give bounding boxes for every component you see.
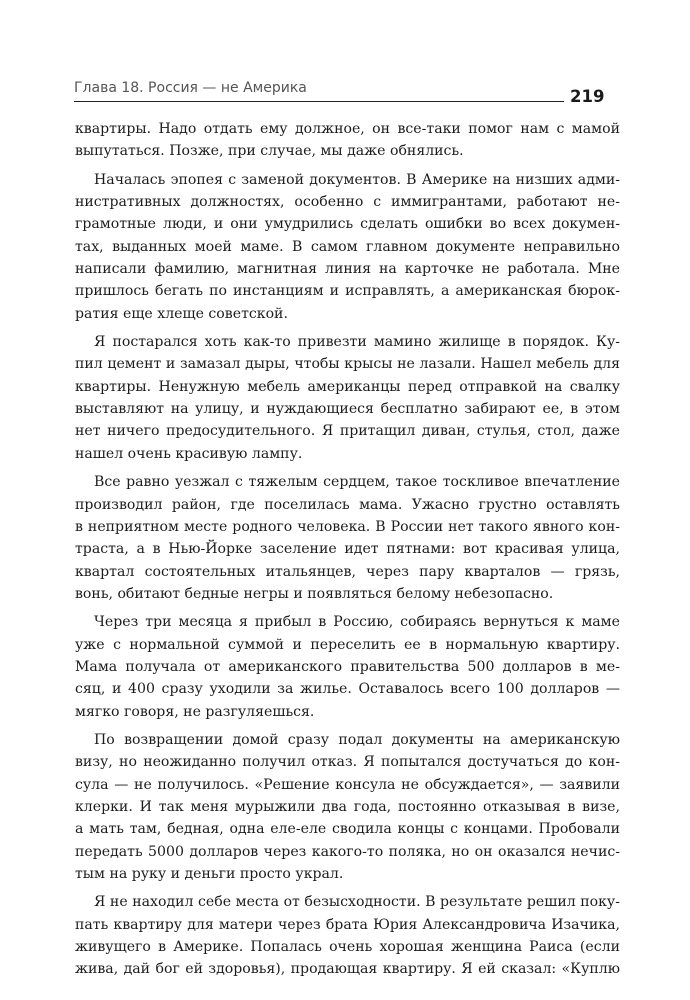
- text-line: тах, выданных моей маме. В самом главном документе неправильно: [75, 238, 620, 255]
- text-line: Я не находил себе места от безысходности. В результате решил поку-: [94, 894, 620, 911]
- text-line: Я постарался хоть как-то привезти мамино жилище в порядок. Ку-: [94, 334, 620, 351]
- page-number: 219: [570, 87, 605, 106]
- text-line: квартал состоятельных итальянцев, через пару кварталов — грязь,: [75, 563, 620, 580]
- text-line: сула — не получилось. «Решение консула не обсуждается», — заявили: [75, 776, 620, 793]
- text-line: живущего в Америке. Попалась очень хорошая женщина Раиса (если: [75, 939, 620, 956]
- text-line: мягко говоря, не разгуляешься.: [75, 703, 315, 720]
- text-line: передать 5000 долларов через какого-то поляка, но он оказался нечис-: [75, 843, 620, 860]
- text-line: сяц, и 400 сразу уходили за жилье. Оставалось всего 100 долларов —: [75, 681, 620, 698]
- running-header: [74, 77, 564, 102]
- text-line: клерки. И так меня мурыжили два года, постоянно отказывая в визе,: [75, 798, 620, 815]
- text-line: Мама получала от американского правительства 500 долларов в ме-: [75, 658, 620, 675]
- text-line: а мать там, бедная, одна еле-еле сводила концы с концами. Пробовали: [75, 821, 620, 838]
- text-line: ратия еще хлеще советской.: [75, 305, 288, 322]
- text-line: Все равно уезжал с тяжелым сердцем, такое тоскливое впечатление: [94, 474, 620, 491]
- text-line: нашел очень красивую лампу.: [75, 445, 303, 462]
- text-line: пать квартиру для матери через брата Юрия Александровича Изачика,: [75, 916, 620, 933]
- text-line: выпутаться. Позже, при случае, мы даже обнялись.: [75, 143, 464, 160]
- text-line: квартиры. Ненужную мебель американцы перед отправкой на свалку: [75, 378, 620, 395]
- text-line: вонь, обитают бедные негры и появляться белому небезопасно.: [75, 585, 554, 602]
- text-line: По возвращении домой сразу подал документы на американскую: [94, 731, 620, 748]
- paragraph: [75, 611, 620, 723]
- text-line: грамотные люди, и они умудрились сделать ошибки во всех докумен-: [75, 216, 620, 233]
- text-line: Началась эпопея с заменой документов. В Америке на низших адми-: [94, 171, 620, 188]
- paragraph: [75, 729, 620, 885]
- text-line: квартиры. Надо отдать ему должное, он все-таки помог нам с мамой: [75, 121, 620, 137]
- text-line: в неприятном месте родного человека. В России нет такого явного кон-: [75, 518, 620, 535]
- text-line: пришлось бегать по инстанциям и исправлять, а американская бюрок-: [75, 283, 620, 300]
- paragraph: [75, 891, 620, 980]
- paragraph: [75, 331, 620, 465]
- text-line: нет ничего предосудительного. Я притащил диван, стулья, стол, даже: [75, 423, 620, 440]
- text-line: написали фамилию, магнитная линия на карточке не работала. Мне: [75, 261, 620, 278]
- paragraph: [75, 169, 620, 325]
- text-line: уже с нормальной суммой и переселить ее в нормальную квартиру.: [75, 636, 620, 653]
- text-line: пил цемент и замазал дыры, чтобы крысы не лазали. Нашел мебель для: [75, 356, 620, 373]
- text-line: производил район, где поселилась мама. Ужасно грустно оставлять: [75, 496, 620, 513]
- chapter-title: Глава 18. Россия — не Америка: [74, 80, 307, 96]
- paragraph: [75, 471, 620, 605]
- text-line: нистративных должностях, особенно с иммигрантами, работают не-: [75, 194, 620, 211]
- paragraph: [75, 118, 620, 163]
- text-line: тым на руку и деньги просто украл.: [75, 866, 344, 882]
- body-text: [75, 118, 620, 981]
- text-line: Через три месяца я прибыл в Россию, собираясь вернуться к маме: [94, 614, 620, 631]
- text-line: жива, дай бог ей здоровья), продающая квартиру. Я ей сказал: «Куплю: [75, 961, 620, 978]
- text-line: траста, а в Нью-Йорке заселение идет пятнами: вот красивая улица,: [75, 541, 620, 558]
- text-line: выставляют на улицу, и нуждающиеся бесплатно забирают ее, в этом: [75, 401, 620, 418]
- text-line: визу, но неожиданно получил отказ. Я попытался достучаться до кон-: [75, 754, 620, 771]
